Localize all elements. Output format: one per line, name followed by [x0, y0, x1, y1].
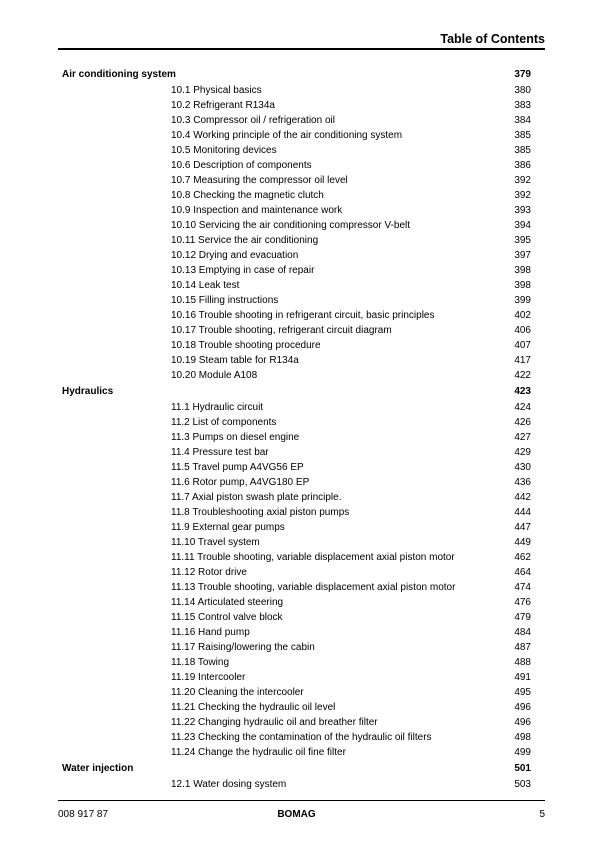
toc-entry-label: 11.16 Hand pump: [171, 627, 250, 638]
toc-entry-label: 11.21 Checking the hydraulic oil level: [171, 702, 336, 713]
toc-entry-page: 383: [514, 100, 531, 111]
toc-entry-label: 10.18 Trouble shooting procedure: [171, 340, 321, 351]
toc-entry-label: 10.15 Filling instructions: [171, 295, 279, 306]
toc-entry-label: 11.23 Checking the contamination of the hydraulic oil filters: [171, 732, 432, 743]
toc-entry-page: 503: [514, 779, 531, 790]
toc-entry-page: 397: [514, 250, 531, 261]
toc-entry[interactable]: [0, 188, 593, 203]
toc-entry-page: 427: [514, 432, 531, 443]
toc-entry-page: 476: [514, 597, 531, 608]
toc-entry-page: 398: [514, 265, 531, 276]
toc-entry-page: 449: [514, 537, 531, 548]
document-number: 008 917 87: [58, 809, 109, 820]
toc-entry[interactable]: [0, 745, 593, 760]
toc-section-page: 379: [514, 69, 531, 80]
toc-entry[interactable]: [0, 777, 593, 792]
toc-entry[interactable]: [0, 565, 593, 580]
toc-entry-page: 487: [514, 642, 531, 653]
toc-entry[interactable]: [0, 580, 593, 595]
toc-entry-label: 11.5 Travel pump A4VG56 EP: [171, 462, 304, 473]
brand-name: BOMAG: [277, 809, 316, 820]
toc-entry-page: 499: [514, 747, 531, 758]
toc-entry[interactable]: [0, 248, 593, 263]
toc-entry-label: 11.17 Raising/lowering the cabin: [171, 642, 315, 653]
toc-entry-label: 10.7 Measuring the compressor oil level: [171, 175, 348, 186]
footer-rule: [58, 800, 545, 801]
toc-entry-page: 386: [514, 160, 531, 171]
toc-entry-label: 10.16 Trouble shooting in refrigerant circuit, basic principles: [171, 310, 435, 321]
toc-entry-label: 11.19 Intercooler: [171, 672, 246, 683]
toc-entry[interactable]: [0, 400, 593, 415]
toc-entry[interactable]: [0, 353, 593, 368]
toc-entry[interactable]: [0, 158, 593, 173]
toc-entry-label: 11.2 List of components: [171, 417, 277, 428]
toc-entry-page: 402: [514, 310, 531, 321]
toc-entry-label: 11.14 Articulated steering: [171, 597, 284, 608]
toc-entry[interactable]: [0, 490, 593, 505]
toc-entry[interactable]: [0, 143, 593, 158]
toc-entry-page: 385: [514, 130, 531, 141]
toc-entry-page: 484: [514, 627, 531, 638]
toc-entry-page: 424: [514, 402, 531, 413]
toc-entry[interactable]: [0, 293, 593, 308]
toc-entry-label: 11.3 Pumps on diesel engine: [171, 432, 300, 443]
toc-section-title: Hydraulics: [62, 386, 114, 397]
toc-entry-page: 495: [514, 687, 531, 698]
toc-entry[interactable]: [0, 475, 593, 490]
table-of-contents: [0, 66, 593, 792]
toc-entry[interactable]: [0, 128, 593, 143]
toc-entry-label: 11.20 Cleaning the intercooler: [171, 687, 304, 698]
toc-entry-label: 11.18 Towing: [171, 657, 230, 668]
toc-entry-page: 479: [514, 612, 531, 623]
toc-entry-label: 11.4 Pressure test bar: [171, 447, 269, 458]
toc-entry-page: 447: [514, 522, 531, 533]
toc-entry[interactable]: [0, 445, 593, 460]
toc-entry-label: 10.8 Checking the magnetic clutch: [171, 190, 324, 201]
toc-entry[interactable]: [0, 233, 593, 248]
toc-entry-page: 426: [514, 417, 531, 428]
toc-entry-page: 462: [514, 552, 531, 563]
toc-entry-label: 10.4 Working principle of the air conditioning system: [171, 130, 403, 141]
toc-entry[interactable]: [0, 520, 593, 535]
toc-entry-label: 11.7 Axial piston swash plate principle.: [171, 492, 342, 503]
toc-entry-page: 474: [514, 582, 531, 593]
toc-entry[interactable]: [0, 430, 593, 445]
header-rule: [58, 48, 545, 50]
toc-entry[interactable]: [0, 113, 593, 128]
toc-entry-page: 399: [514, 295, 531, 306]
toc-entry[interactable]: [0, 730, 593, 745]
toc-entry-page: 496: [514, 717, 531, 728]
toc-entry-label: 11.1 Hydraulic circuit: [171, 402, 264, 413]
toc-entry-page: 394: [514, 220, 531, 231]
toc-entry[interactable]: [0, 263, 593, 278]
toc-entry-page: 498: [514, 732, 531, 743]
toc-entry-page: 464: [514, 567, 531, 578]
toc-entry[interactable]: [0, 323, 593, 338]
toc-entry-page: 385: [514, 145, 531, 156]
toc-entry-label: 11.13 Trouble shooting, variable displacement axial piston motor: [171, 582, 456, 593]
toc-entry-page: 392: [514, 175, 531, 186]
toc-entry[interactable]: [0, 203, 593, 218]
toc-section-title: Water injection: [62, 763, 134, 774]
toc-entry-label: 10.6 Description of components: [171, 160, 312, 171]
toc-entry[interactable]: [0, 625, 593, 640]
toc-entry-label: 12.1 Water dosing system: [171, 779, 287, 790]
toc-entry-page: 442: [514, 492, 531, 503]
toc-section-row[interactable]: [0, 760, 593, 777]
toc-entry-label: 11.8 Troubleshooting axial piston pumps: [171, 507, 350, 518]
toc-entry-label: 11.9 External gear pumps: [171, 522, 285, 533]
toc-entry-label: 10.9 Inspection and maintenance work: [171, 205, 343, 216]
toc-entry[interactable]: [0, 685, 593, 700]
toc-entry-label: 10.13 Emptying in case of repair: [171, 265, 315, 276]
toc-entry[interactable]: [0, 460, 593, 475]
toc-entry[interactable]: [0, 670, 593, 685]
toc-entry-label: 11.22 Changing hydraulic oil and breather filter: [171, 717, 378, 728]
toc-entry[interactable]: [0, 83, 593, 98]
toc-entry-label: 11.6 Rotor pump, A4VG180 EP: [171, 477, 310, 488]
toc-entry[interactable]: [0, 700, 593, 715]
toc-entry[interactable]: [0, 505, 593, 520]
toc-entry-label: 10.14 Leak test: [171, 280, 240, 291]
toc-entry-label: 10.5 Monitoring devices: [171, 145, 277, 156]
toc-entry-label: 11.11 Trouble shooting, variable displacement axial piston motor: [171, 552, 455, 563]
page-number: 5: [539, 809, 545, 820]
toc-entry[interactable]: [0, 308, 593, 323]
toc-entry-label: 11.10 Travel system: [171, 537, 260, 548]
toc-entry[interactable]: [0, 655, 593, 670]
toc-entry[interactable]: [0, 610, 593, 625]
toc-entry[interactable]: [0, 218, 593, 233]
toc-entry-label: 10.1 Physical basics: [171, 85, 262, 96]
toc-entry-page: 384: [514, 115, 531, 126]
toc-entry-label: 10.20 Module A108: [171, 370, 258, 381]
toc-entry[interactable]: [0, 535, 593, 550]
toc-entry-label: 11.15 Control valve block: [171, 612, 283, 623]
toc-entry[interactable]: [0, 98, 593, 113]
toc-entry-label: 10.17 Trouble shooting, refrigerant circuit diagram: [171, 325, 392, 336]
toc-entry[interactable]: [0, 278, 593, 293]
toc-entry[interactable]: [0, 550, 593, 565]
page-title: Table of Contents: [440, 32, 545, 46]
toc-entry[interactable]: [0, 715, 593, 730]
toc-entry-page: 429: [514, 447, 531, 458]
toc-entry[interactable]: [0, 368, 593, 383]
toc-entry-page: 488: [514, 657, 531, 668]
toc-section-page: 501: [514, 763, 531, 774]
toc-entry-page: 395: [514, 235, 531, 246]
toc-entry-label: 10.2 Refrigerant R134a: [171, 100, 275, 111]
toc-entry-label: 10.19 Steam table for R134a: [171, 355, 299, 366]
toc-entry[interactable]: [0, 173, 593, 188]
toc-entry-label: 10.3 Compressor oil / refrigeration oil: [171, 115, 335, 126]
toc-entry[interactable]: [0, 640, 593, 655]
toc-entry-page: 491: [514, 672, 531, 683]
toc-entry-page: 380: [514, 85, 531, 96]
toc-entry-label: 11.24 Change the hydraulic oil fine filter: [171, 747, 346, 758]
toc-entry-page: 407: [514, 340, 531, 351]
toc-section-row[interactable]: [0, 66, 593, 83]
toc-entry-label: 10.12 Drying and evacuation: [171, 250, 299, 261]
toc-entry-page: 422: [514, 370, 531, 381]
toc-entry[interactable]: [0, 338, 593, 353]
toc-entry-page: 417: [514, 355, 531, 366]
toc-entry-page: 393: [514, 205, 531, 216]
toc-entry-label: 10.11 Service the air conditioning: [171, 235, 319, 246]
toc-entry-page: 406: [514, 325, 531, 336]
toc-entry-page: 496: [514, 702, 531, 713]
toc-entry-page: 430: [514, 462, 531, 473]
toc-entry-label: 10.10 Servicing the air conditioning compressor V-belt: [171, 220, 411, 231]
toc-entry[interactable]: [0, 595, 593, 610]
toc-section-row[interactable]: [0, 383, 593, 400]
toc-section-title: Air conditioning system: [62, 69, 176, 80]
toc-entry-page: 392: [514, 190, 531, 201]
toc-entry-label: 11.12 Rotor drive: [171, 567, 247, 578]
toc-entry-page: 398: [514, 280, 531, 291]
toc-section-page: 423: [514, 386, 531, 397]
toc-entry-page: 444: [514, 507, 531, 518]
toc-entry[interactable]: [0, 415, 593, 430]
toc-entry-page: 436: [514, 477, 531, 488]
